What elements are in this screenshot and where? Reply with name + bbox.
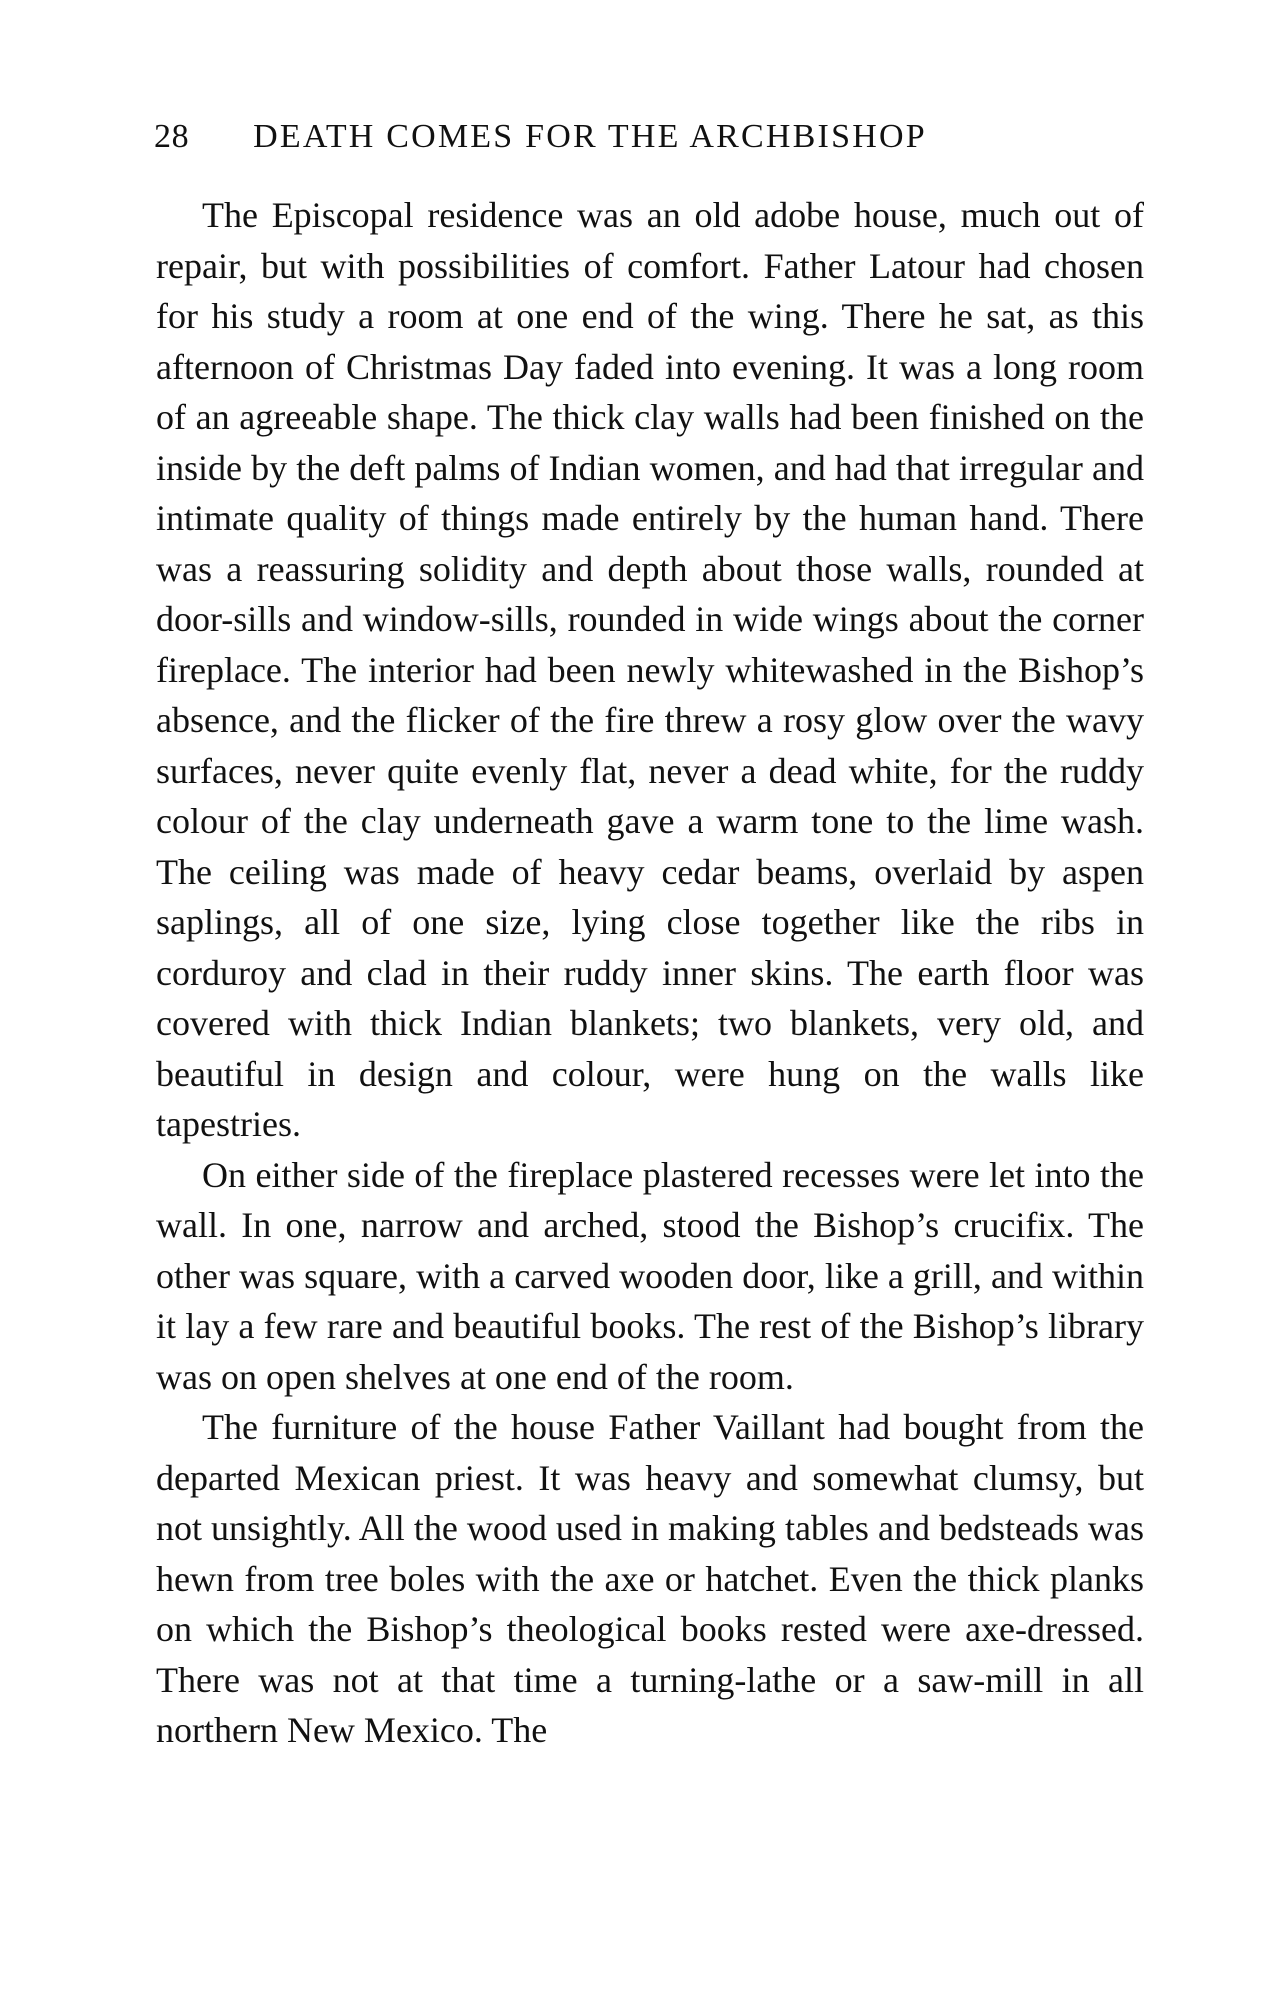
paragraph-residence-description: The Episcopal residence was an old adobe house, much out of repair, but with possibilities of comfort. Father Latour had chosen for his study a room at one end of the wing. There he sat, as this afternoon of Christmas Day faded into evening. It was a long room of an agreeable shape. The thick clay walls had been finished on the inside by the deft palms of Indian women, and had that irregular and intimate quality of things made entirely by the human hand. There was a reassuring solidity and depth about those walls, rounded at door-sills and window-sills, rounded in wide wings about the corner fireplace. The interior had been newly whitewashed in the Bishop’s absence, and the flicker of the fire threw a rosy glow over the wavy surfaces, never quite evenly flat, never a dead white, for the ruddy colour of the clay underneath gave a warm tone to the lime wash. The ceiling was made of heavy cedar beams, overlaid by aspen saplings, all of one size, lying close together like the ribs in corduroy and clad in their ruddy inner skins. The earth floor was covered with thick Indian blankets; two blankets, very old, and beautiful in design and colour, were hung on the walls like tapestries.: [156, 195, 1144, 1144]
running-head: [154, 112, 1144, 162]
paragraph-fireplace-recesses: On either side of the fireplace plastered recesses were let into the wall. In one, narrow and arched, stood the Bishop’s crucifix. The other was square, with a carved wooden door, like a grill, and within it lay a few rare and beautiful books. The rest of the Bishop’s library was on open shelves at one end of the room.: [156, 1154, 1144, 1397]
page-number: 28: [154, 118, 190, 155]
book-title: DEATH COMES FOR THE ARCHBISHOP: [253, 118, 927, 155]
paragraph-house-furniture: The furniture of the house Father Vaillant had bought from the departed Mexican priest. It was heavy and somewhat clumsy, but not unsightly. All the wood used in making tables and bedsteads was hewn from tree boles with the axe or hatchet. Even the thick planks on which the Bishop’s theological books rested were axe-dressed. There was not at that time a turning-lathe or a saw-mill in all northern New Mexico. The: [156, 1407, 1144, 1750]
body-text: [156, 190, 1144, 1756]
